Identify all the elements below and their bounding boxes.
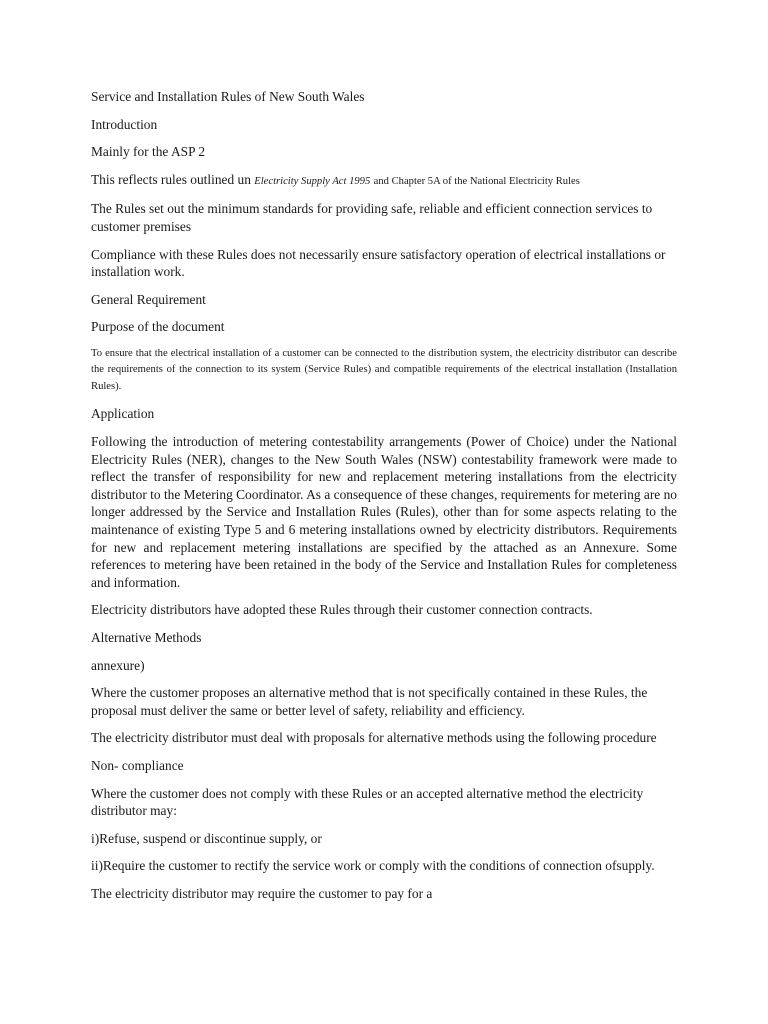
alternative-methods-heading: Alternative Methods [91,629,202,645]
mainly-for-text: Mainly for the ASP 2 [91,144,206,160]
document-title: Service and Installation Rules of New South Wales [91,89,365,104]
annexure-text: annexure) [91,657,145,673]
compliance-paragraph: Compliance with these Rules does not necessarily ensure satisfactory operation of electrical installations or installation work. [91,246,666,280]
reflects-lead: This reflects rules outlined un [91,171,251,187]
application-heading: Application [91,406,155,422]
list-item-rectify-service: ii)Require the customer to rectify the service work or comply with the conditions of connection ofsupply. [91,858,655,874]
rules-set-out-paragraph: The Rules set out the minimum standards for providing safe, reliable and efficient connection services to customer premises [91,201,653,234]
application-paragraph: Following the introduction of metering contestability arrangements (Power of Choice) under the National Electricity Rules (NER), changes to the New South Wales (NSW) contestability framework were made to reflect the transfer of responsibility for new and replacement metering installations from the electricity distributor to the Metering Coordinator. As a consequence of these changes, requirements for metering are no longer addressed by the Service and Installation Rules (Rules), other than for some aspects relating to the maintenance of existing Type 5 and 6 metering installations owned by electricity distributors. Requirements for new and replacement metering installations are specified by the attached as an Annexure. Some references to metering have been retained in the body of the Service and Installation Rules for completeness and information. [91,434,677,590]
distributors-adopted-paragraph: Electricity distributors have adopted these Rules through their customer connection contracts. [91,602,593,618]
document-page [91,88,677,913]
non-compliance-paragraph: Where the customer does not comply with these Rules or an accepted alternative method the electricity distributor may: [91,785,644,819]
purpose-heading: Purpose of the document [91,319,225,335]
act-citation: Electricity Supply Act 1995 [254,175,371,187]
introduction-heading: Introduction [91,116,158,132]
reflects-rules-paragraph [91,171,677,191]
pay-for-paragraph: The electricity distributor may require the customer to pay for a [91,885,433,901]
alternative-procedure-paragraph: The electricity distributor must deal with proposals for alternative methods using the following procedure [91,730,657,746]
list-item-refuse-supply: i)Refuse, suspend or discontinue supply, or [91,830,322,846]
non-compliance-heading: Non- compliance [91,757,184,773]
reflects-tail: and Chapter 5A of the National Electricity Rules [373,175,580,187]
purpose-paragraph: To ensure that the electrical installation of a customer can be connected to the distribution system, the electricity distributor can describe the requirements of the connection to its system (Service Rules) and compatible requirements of the electrical installation (Installation Rules). [91,347,677,392]
alternative-methods-paragraph: Where the customer proposes an alternative method that is not specifically contained in these Rules, the proposal must deliver the same or better level of safety, reliability and efficiency. [91,685,648,718]
general-requirement-heading: General Requirement [91,291,206,307]
